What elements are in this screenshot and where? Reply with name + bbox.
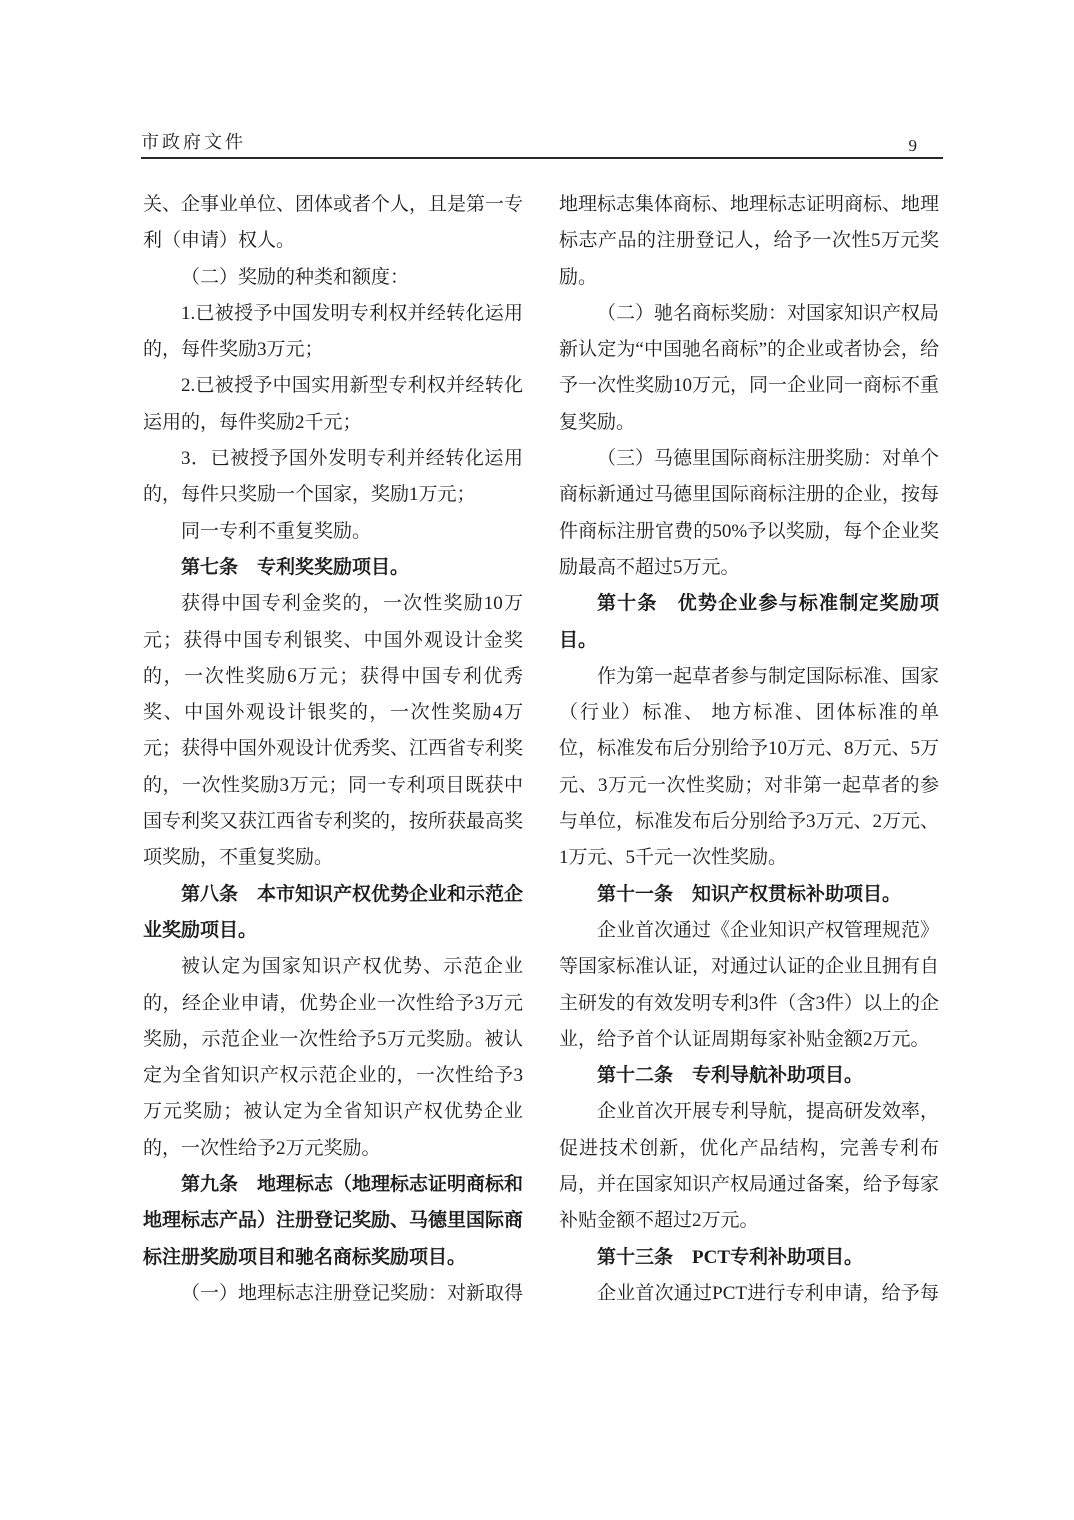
body-paragraph: 企业首次通过《企业知识产权管理规范》等国家标准认证，对通过认证的企业且拥有自主研发的有效发明专利3件（含3件）以上的企业，给予首个认证周期每家补贴金额2万元。: [559, 919, 940, 1050]
body-paragraph: 同一专利不重复奖励。: [181, 520, 372, 542]
body-paragraph: （一）地理标志注册登记奖励：对新取得: [181, 1282, 524, 1304]
article-heading: 第十三条 PCT专利补助项目。: [597, 1246, 864, 1268]
body-paragraph: （二）驰名商标奖励：对国家知识产权局新认定为“中国驰名商标”的企业或者协会，给予一次性奖励10万元，同一企业同一商标不重复奖励。: [559, 302, 940, 433]
article-heading: 第十条 优势企业参与标准制定奖励项目。: [559, 593, 939, 651]
article-heading: 第七条 专利奖奖励项目。: [181, 556, 410, 578]
body-paragraph: （三）马德里国际商标注册奖励：对单个商标新通过马德里国际商标注册的企业，按每件商标注册官费的50%予以奖励，每个企业奖励最高不超过5万元。: [559, 448, 940, 578]
body-paragraph: 获得中国专利金奖的，一次性奖励10万元；获得中国专利银奖、中国外观设计金奖的，一次性奖励6万元；获得中国专利优秀奖、中国外观设计银奖的，一次性奖励4万元；获得中国外观设计优秀奖、江西省专利奖的，一次性奖励3万元；同一专利项目既获中国专利奖又获江西省专利奖的，按所获最高奖项奖励，不重复奖励。: [143, 593, 524, 869]
article-heading: 第十二条 专利导航补助项目。: [597, 1065, 864, 1087]
body-paragraph: 1.已被授予中国发明专利权并经转化运用的，每件奖励3万元；: [143, 302, 523, 361]
doc-category-label: 市政府文件: [141, 132, 246, 152]
body-paragraph: 关、企事业单位、团体或者个人，且是第一专利（申请）权人。: [143, 194, 524, 252]
body-paragraph: （二）奖励的种类和额度：: [181, 266, 410, 288]
page-header: [141, 128, 943, 159]
body-paragraph: 企业首次开展专利导航，提高研发效率，促进技术创新，优化产品结构，完善专利布局，并在国家知识产权局通过备案，给予每家补贴金额不超过2万元。: [559, 1101, 940, 1232]
body-paragraph: 2.已被授予中国实用新型专利权并经转化运用的，每件奖励2千元；: [143, 375, 523, 433]
body-paragraph: 作为第一起草者参与制定国际标准、国家（行业）标准、 地方标准、团体标准的单位，标准发布后分别给予10万元、8万元、5万元、3万元一次性奖励；对非第一起草者的参与单位，标准发布后分别给予3万元、2万元、1万元、5千元一次性奖励。: [559, 665, 940, 869]
page-number: 9: [908, 136, 917, 155]
article-heading: 第八条 本市知识产权优势企业和示范企业奖励项目。: [143, 883, 524, 941]
column-left: [143, 187, 523, 1312]
body-paragraph: 3．已被授予国外发明专利并经转化运用的，每件只奖励一个国家，奖励1万元；: [143, 448, 523, 506]
column-right: [559, 187, 939, 1312]
body-paragraph: 地理标志集体商标、地理标志证明商标、地理标志产品的注册登记人，给予一次性5万元奖励。: [559, 194, 940, 288]
body-paragraph: 企业首次通过PCT进行专利申请，给予每: [597, 1282, 939, 1304]
article-heading: 第九条 地理标志（地理标志证明商标和地理标志产品）注册登记奖励、马德里国际商标注册奖励项目和驰名商标奖励项目。: [143, 1174, 524, 1268]
article-heading: 第十一条 知识产权贯标补助项目。: [597, 883, 902, 905]
body-paragraph: 被认定为国家知识产权优势、示范企业的，经企业申请，优势企业一次性给予3万元奖励，示范企业一次性给予5万元奖励。被认定为全省知识产权示范企业的，一次性给予3万元奖励；被认定为全省知识产权优势企业的，一次性给予2万元奖励。: [143, 956, 523, 1159]
